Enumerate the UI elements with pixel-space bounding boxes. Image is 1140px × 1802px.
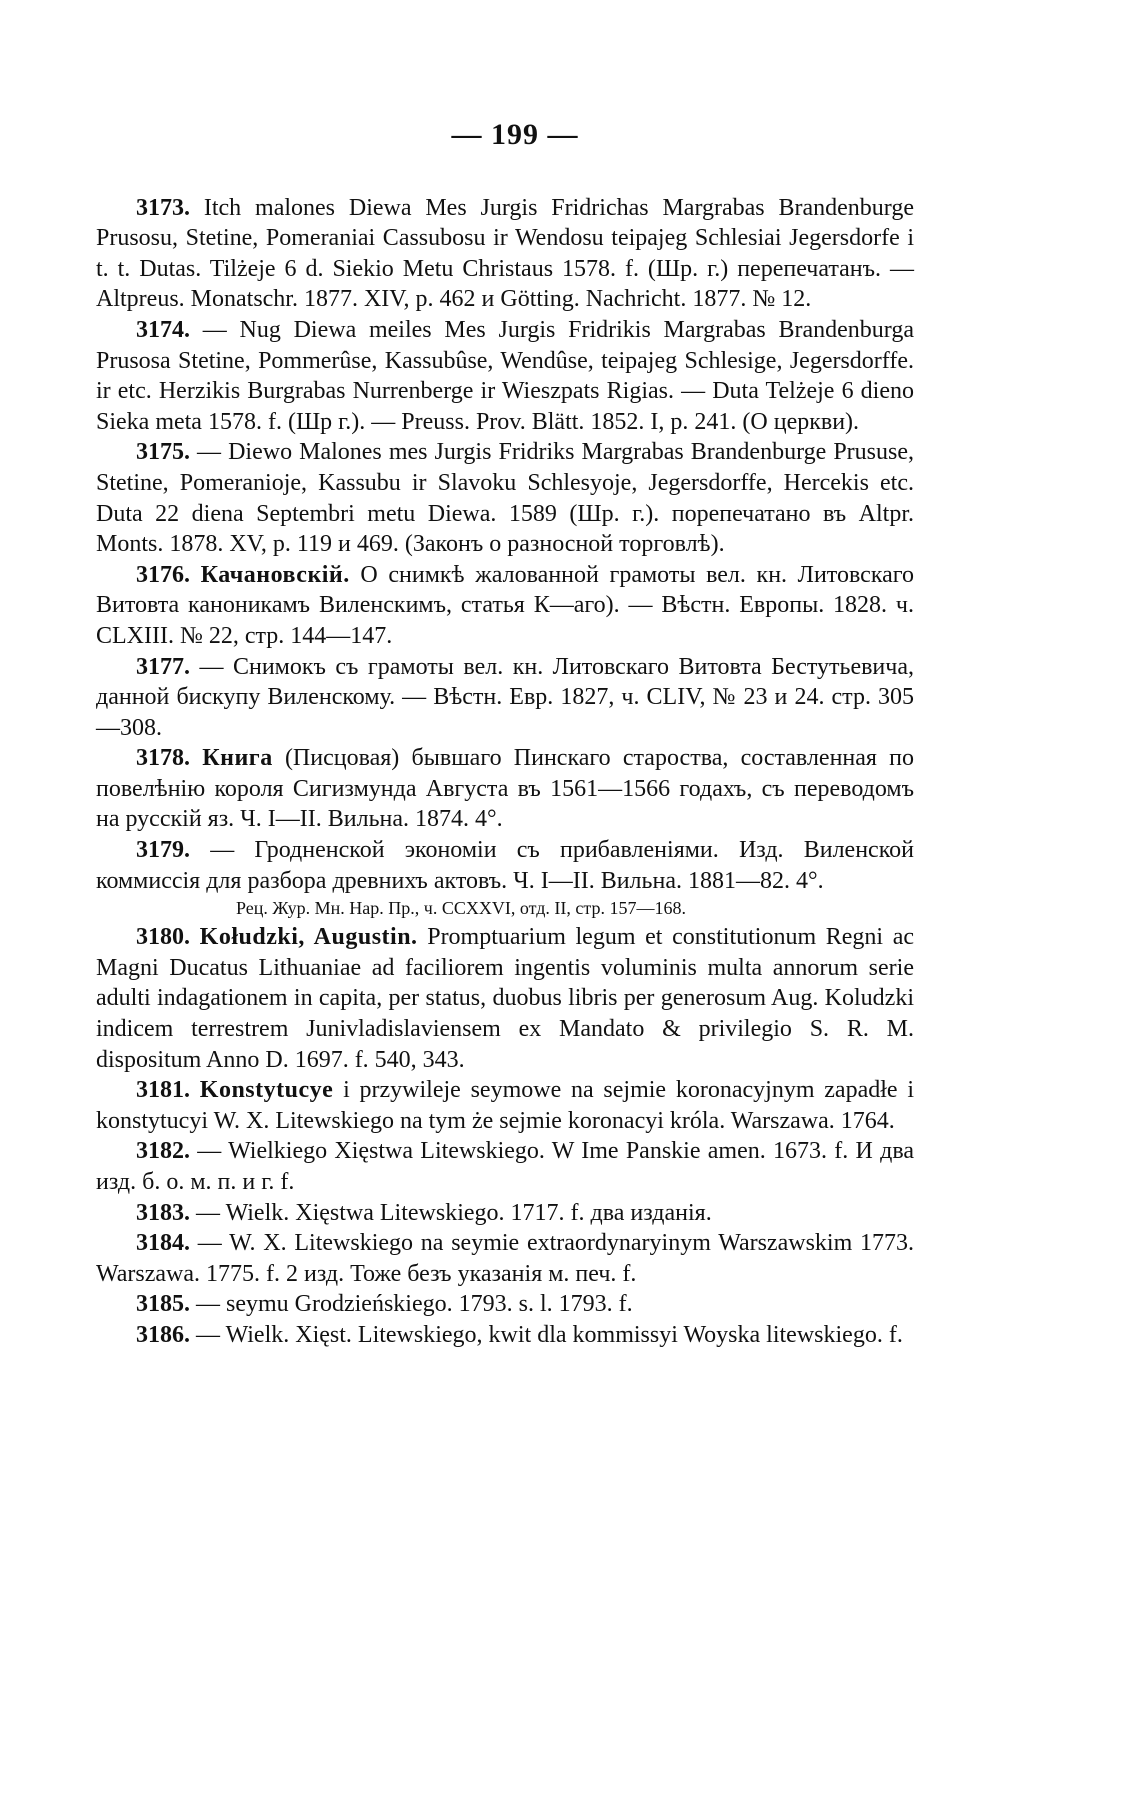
entry-3183 [96,1198,914,1229]
entry-number: 3186. [136,1321,190,1348]
entry-text: — Wielkiego Xięstwa Litewskiego. W Ime Panskie amen. 1673. f. И два изд. б. о. м. п. и г. f. [96,1138,915,1195]
entry-3186 [96,1320,914,1351]
entry-3179 [96,835,914,896]
entry-number: 3176. [136,561,190,588]
entry-3176 [96,560,914,652]
entry-number: 3184. [136,1230,190,1257]
entry-number: 3175. [136,439,190,466]
entry-number: 3174. [136,316,190,343]
entry-text: — Wielk. Xięstwa Litewskiego. 1717. f. два изданія. [196,1199,712,1226]
entry-author: Качановскій. [200,561,350,588]
entry-3173 [96,193,914,315]
entry-text: Itch malones Diewa Mes Jurgis Fridrichas Margrabas Brandenburge Prusosu, Stetine, Pomeraniai Cassubosu ir Wendosu teipajeg Schlesiai Jegersdorfe i t. t. Dutas. Tilżeje 6 d. Siekio Metu Christaus 1578. f. (Шр. г.) перепечатанъ. — Altpreus. Monatschr. 1877. XIV, p. 462 и Götting. Nachricht. 1877. № 12. [96,194,915,313]
entry-text: — Nug Diewa meiles Mes Jurgis Fridrikis Margrabas Brandenburga Prusosa Stetine, Pommerûse, Kassubûse, Wendûse, teipajeg Schlesige, Jegersdorffe. ir etc. Herzikis Burgrabas Nurrenberge ir Wieszpats Rigias. — Duta Telżeje 6 dieno Sieka meta 1578. f. (Шр г.). — Preuss. Prov. Blätt. 1852. I, p. 241. (О церкви). [96,316,915,435]
entry-3185 [96,1289,914,1320]
entry-text: — seymu Grodzieńskiego. 1793. s. l. 1793. f. [196,1291,633,1318]
entry-text: Promptuarium legum et constitutionum Regni ac Magni Ducatus Lithuaniae ad faciliorem ingentis voluminis multa annorum serie adulti indagationem in capita, per status, duobus libris per generosum Aug. Koludzki indicem terrestrem Junivladislaviensem ex Mandato & privilegio S. R. M. dispositum Anno D. 1697. f. 540, 343. [96,924,915,1073]
entry-author: Konstytucye [199,1077,334,1104]
entry-3175 [96,437,914,559]
entry-3184 [96,1228,914,1289]
entry-text: — Гродненской экономіи съ прибавленіями. Изд. Виленской коммиссія для разбора древнихъ актовъ. Ч. I—II. Вильна. 1881—82. 4°. [96,837,914,894]
entry-text: — Diewo Malones mes Jurgis Fridriks Margrabas Brandenburge Prususe, Stetine, Pomeranioje, Kassubu ir Slavoku Schlesyoje, Jegersdorffe, Hercekis etc. Duta 22 diena Septembri metu Diewa. 1589 (Шр. г.). порепечатано въ Altpr. Monts. 1878. XV, p. 119 и 469. (Законъ о разносной торговлѣ). [96,439,914,558]
entry-number: 3179. [136,837,190,864]
entry-author: Kołudzki, Augustin. [199,924,418,951]
entry-3178 [96,743,914,835]
entry-3174 [96,315,914,437]
page-number: — 199 — [451,118,579,151]
entry-number: 3178. [136,745,190,772]
entry-number: 3181. [136,1077,190,1104]
review-note: Рец. Жур. Мн. Нар. Пр., ч. CCXXVI, отд. II, стр. 157—168. [236,898,686,919]
entry-text: (Писцовая) бывшаго Пинскаго староства, составленная по повелѣнію короля Сигизмунда Августа въ 1561—1566 годахъ, съ переводомъ на русскій яз. Ч. I—II. Вильна. 1874. 4°. [96,745,915,833]
entry-3177 [96,652,914,744]
entry-author: Книга [202,745,273,772]
entry-text: О снимкѣ жалованной грамоты вел. кн. Литовскаго Витовта каноникамъ Виленскимъ, статья К—аго). — Вѣстн. Европы. 1828. ч. CLXIII. № 22, стр. 144—147. [96,561,915,649]
entry-3180 [96,922,914,1075]
entry-3181 [96,1075,914,1136]
entry-text: — Снимокъ съ грамоты вел. кн. Литовскаго Витовта Бестутьевича, данной бискупу Виленскому. — Вѣстн. Евр. 1827, ч. CLIV, № 23 и 24. стр. 305—308. [96,653,915,741]
entry-number: 3177. [136,653,190,680]
entry-text: — Wielk. Xięst. Litewskiego, kwit dla kommissyi Woyska litewskiego. f. [196,1321,903,1348]
entry-number: 3185. [136,1291,190,1318]
entry-text: i przywileje seymowe na sejmie koronacyjnym zapadłe i konstytucyi W. X. Litewskiego na tym że sejmie koronacyi króla. Warszawa. 1764. [96,1077,914,1134]
entry-3182 [96,1136,914,1197]
entry-text: — W. X. Litewskiego na seymie extraordynaryinym Warszawskim 1773. Warszawa. 1775. f. 2 изд. Тоже безъ указанія м. печ. f. [96,1230,915,1287]
document-page [96,120,914,1351]
entry-number: 3173. [136,194,190,221]
entry-number: 3183. [136,1199,190,1226]
entry-number: 3180. [136,924,190,951]
entry-number: 3182. [136,1138,190,1165]
